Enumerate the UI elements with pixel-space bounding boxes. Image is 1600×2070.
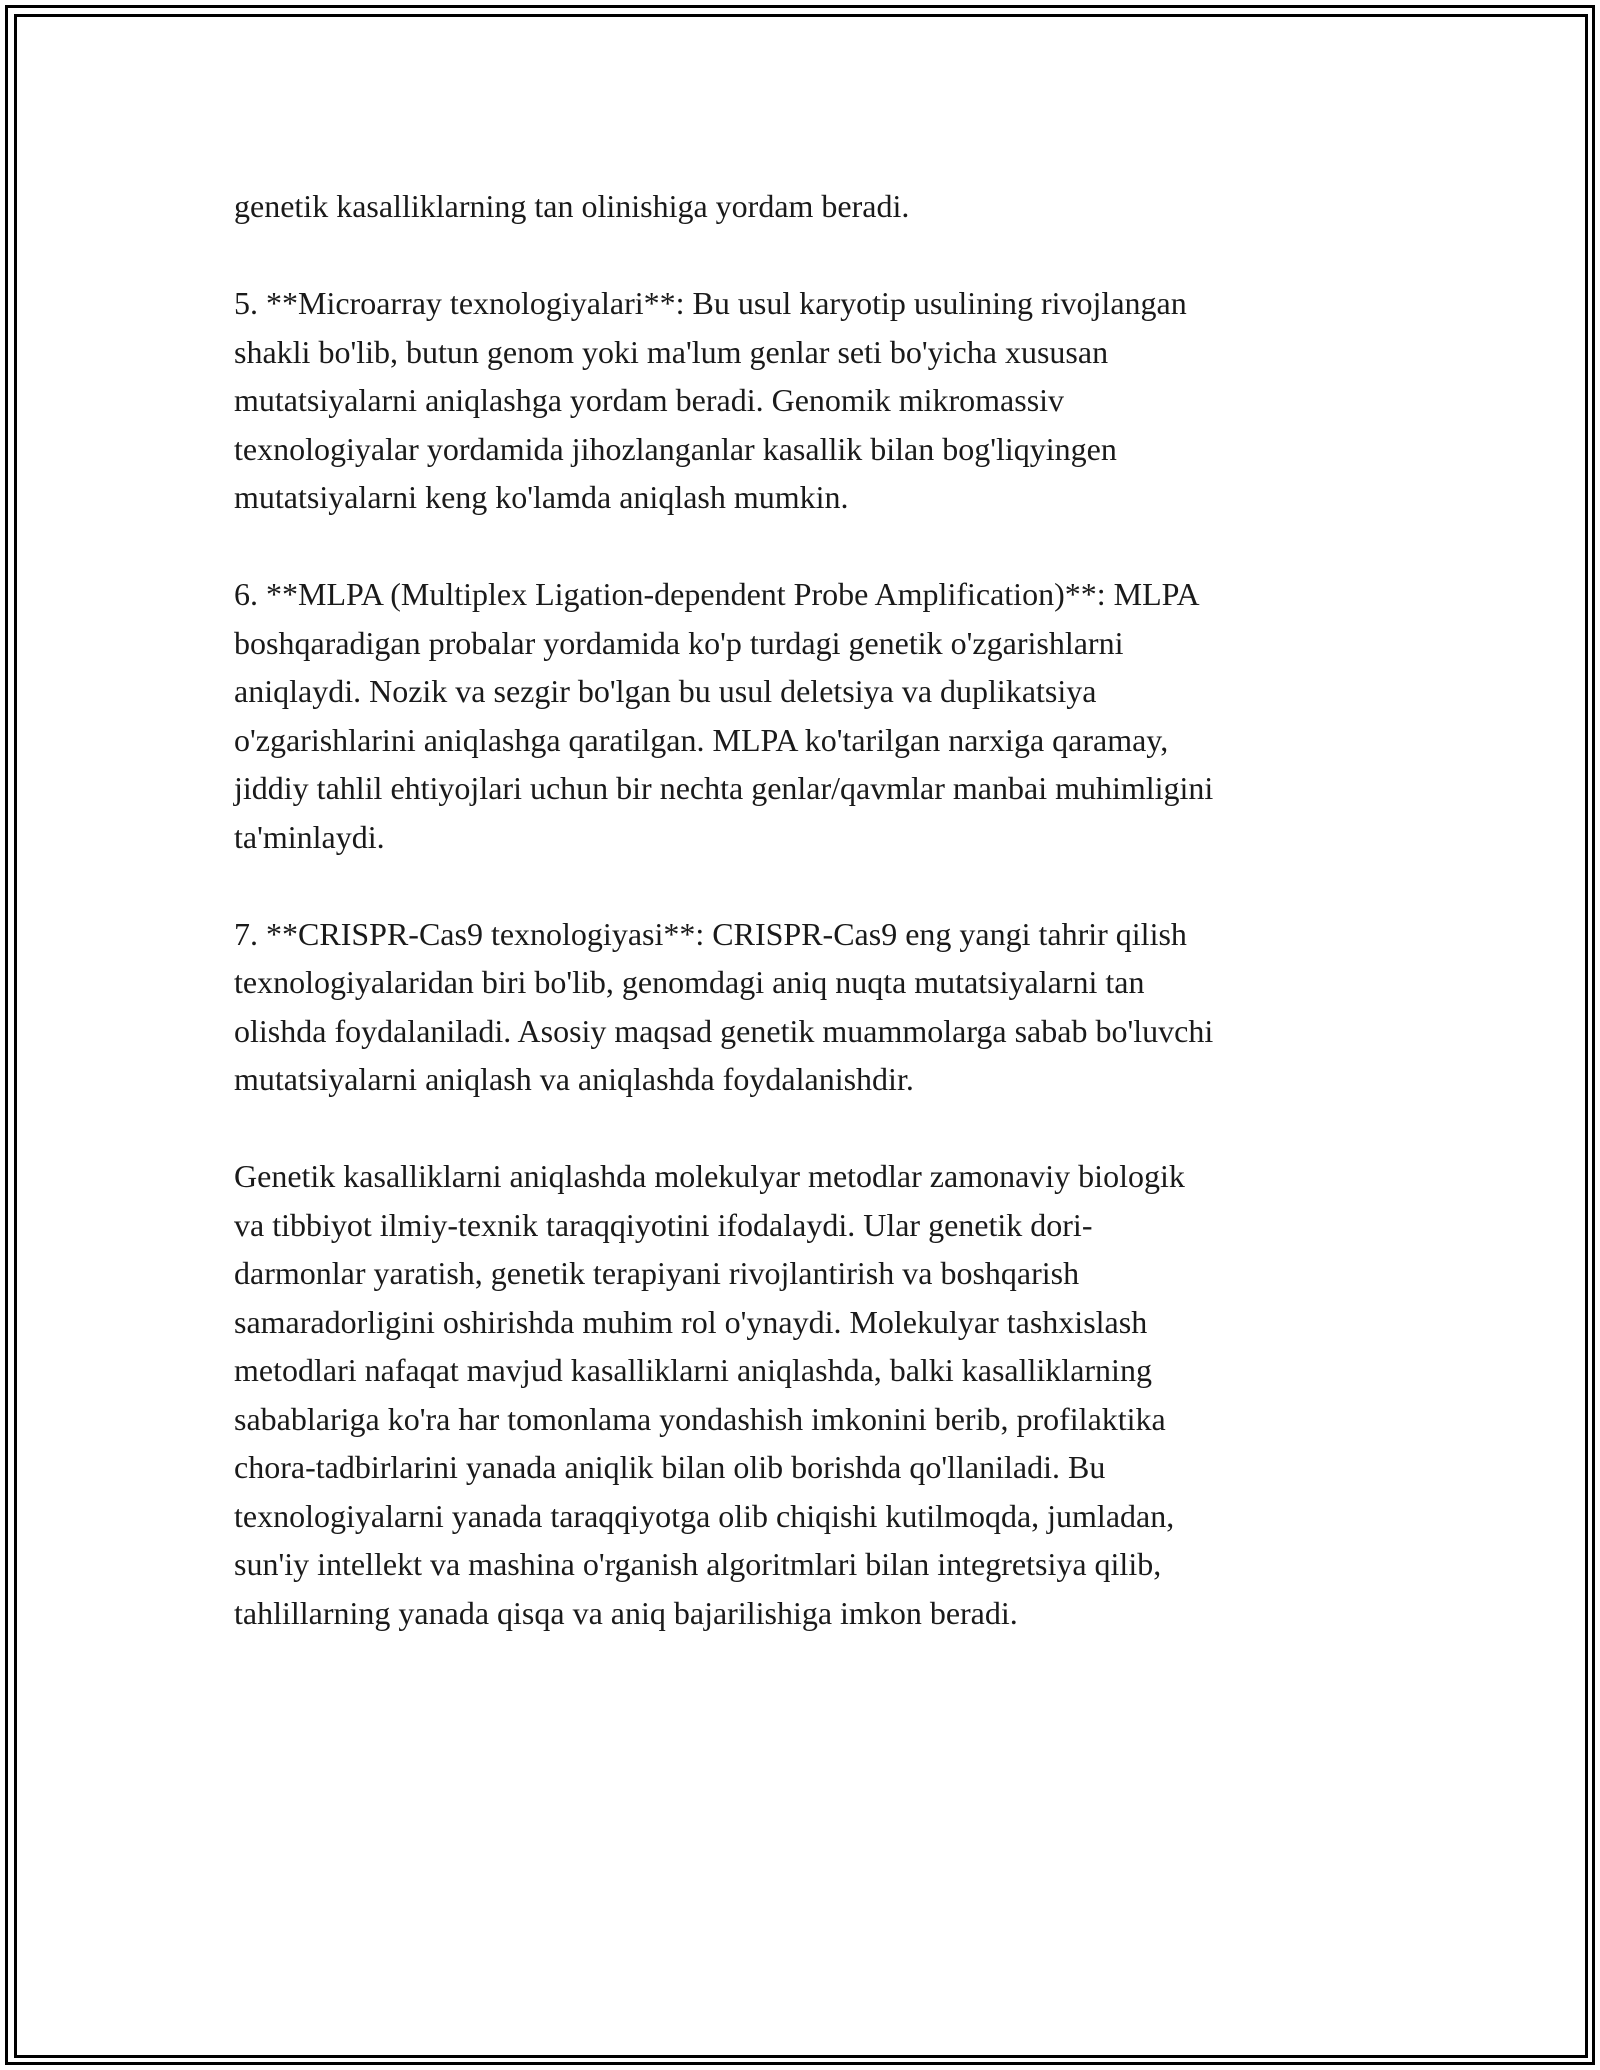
- paragraph-mlpa: 6. **MLPA (Multiplex Ligation-dependent Probe Amplification)**: MLPA boshqaradigan probalar yordamida ko'p turdagi genetik o'zgarishlarni aniqlaydi. Nozik va sezgir bo'lgan bu usul deletsiya va duplikatsiya o'zgarishlarini aniqlashga qaratilgan. MLPA ko'tarilgan narxiga qaramay, jiddiy tahlil ehtiyojlari uchun bir nechta genlar/qavmlar manbai muhimligini ta'minlaydi.: [234, 576, 1214, 855]
- paragraph-continuation: genetik kasalliklarning tan olinishiga yordam beradi.: [234, 188, 910, 224]
- paragraph-microarray: 5. **Microarray texnologiyalari**: Bu usul karyotip usulining rivojlangan shakli bo'lib, butun genom yoki ma'lum genlar seti bo'yicha xususan mutatsiyalarni aniqlashga yordam beradi. Genomik mikromassiv texnologiyalar yordamida jihozlanganlar kasallik bilan bog'liqyingen mutatsiyalarni keng ko'lamda aniqlash mumkin.: [234, 285, 1187, 515]
- document-body: [234, 182, 1374, 1686]
- paragraph-crispr: 7. **CRISPR-Cas9 texnologiyasi**: CRISPR-Cas9 eng yangi tahrir qilish texnologiyalaridan biri bo'lib, genomdagi aniq nuqta mutatsiyalarni tan olishda foydalaniladi. Asosiy maqsad genetik muammolarga sabab bo'luvchi mutatsiyalarni aniqlash va aniqlashda foydalanishdir.: [234, 915, 1214, 1097]
- paragraph-conclusion: Genetik kasalliklarni aniqlashda molekulyar metodlar zamonaviy biologik va tibbiyot ilmiy-texnik taraqqiyotini ifodalaydi. Ular genetik dori- darmonlar yaratish, genetik terapiyani rivojlantirish va boshqarish samaradorligini oshirishda muhim rol o'ynaydi. Molekulyar tashxislash metodlari nafaqat mavjud kasalliklarni aniqlashda, balki kasalliklarning sabablariga ko'ra har tomonlama yondashish imkonini berib, profilaktika chora-tadbirlarini yanada aniqlik bilan olib borishda qo'llaniladi. Bu texnologiyalarni yanada taraqqiyotga olib chiqishi kutilmoqda, jumladan, sun'iy intellekt va mashina o'rganish algoritmlari bilan integretsiya qilib, tahlillarning yanada qisqa va aniq bajarilishiga imkon beradi.: [234, 1158, 1185, 1631]
